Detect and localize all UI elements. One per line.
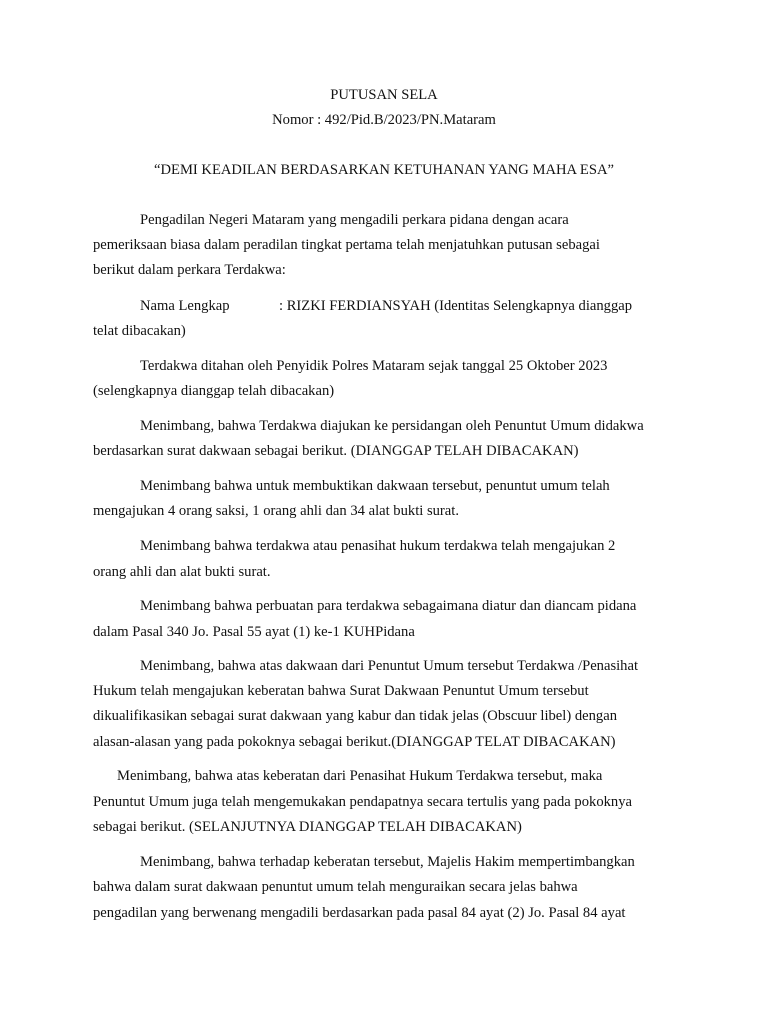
paragraph-line: dikualifikasikan sebagai surat dakwaan yang kabur dan tidak jelas (Obscuur libel) dengan [93, 708, 617, 724]
paragraph-line: Penuntut Umum juga telah mengemukakan pendapatnya secara tertulis yang pada pokoknya [93, 794, 632, 810]
identity-label: Nama Lengkap [140, 298, 230, 314]
paragraph-line: alasan-alasan yang pada pokoknya sebagai berikut.(DIANGGAP TELAT DIBACAKAN) [93, 734, 616, 750]
paragraph-line: Menimbang bahwa terdakwa atau penasihat hukum terdakwa telah mengajukan 2 [140, 538, 616, 554]
paragraph-line: Hukum telah mengajukan keberatan bahwa Surat Dakwaan Penuntut Umum tersebut [93, 683, 589, 699]
paragraph-line: berdasarkan surat dakwaan sebagai berikut. (DIANGGAP TELAH DIBACAKAN) [93, 443, 579, 459]
paragraph-line: Menimbang, bahwa atas keberatan dari Penasihat Hukum Terdakwa tersebut, maka [117, 768, 603, 784]
document-title: PUTUSAN SELA [330, 87, 438, 103]
paragraph-line: Terdakwa ditahan oleh Penyidik Polres Mataram sejak tanggal 25 Oktober 2023 [140, 358, 608, 374]
paragraph-line: mengajukan 4 orang saksi, 1 orang ahli dan 34 alat bukti surat. [93, 503, 459, 519]
paragraph-line: dalam Pasal 340 Jo. Pasal 55 ayat (1) ke-1 KUHPidana [93, 624, 415, 640]
paragraph-line: sebagai berikut. (SELANJUTNYA DIANGGAP TELAH DIBACAKAN) [93, 819, 522, 835]
paragraph-line: Menimbang bahwa perbuatan para terdakwa sebagaimana diatur dan diancam pidana [140, 598, 637, 614]
paragraph-line: telat dibacakan) [93, 323, 186, 339]
paragraph-line: pemeriksaan biasa dalam peradilan tingkat pertama telah menjatuhkan putusan sebagai [93, 237, 600, 253]
case-number: Nomor : 492/Pid.B/2023/PN.Mataram [272, 112, 496, 128]
paragraph-line: pengadilan yang berwenang mengadili berdasarkan pada pasal 84 ayat (2) Jo. Pasal 84 ayat [93, 905, 626, 921]
paragraph-line: Menimbang, bahwa Terdakwa diajukan ke persidangan oleh Penuntut Umum didakwa [140, 418, 644, 434]
paragraph-line: bahwa dalam surat dakwaan penuntut umum telah menguraikan secara jelas bahwa [93, 879, 578, 895]
court-motto: “DEMI KEADILAN BERDASARKAN KETUHANAN YANG MAHA ESA” [154, 162, 614, 178]
paragraph-line: Pengadilan Negeri Mataram yang mengadili perkara pidana dengan acara [140, 212, 569, 228]
paragraph-line: Menimbang, bahwa terhadap keberatan tersebut, Majelis Hakim mempertimbangkan [140, 854, 635, 870]
paragraph-line: Menimbang, bahwa atas dakwaan dari Penuntut Umum tersebut Terdakwa /Penasihat [140, 658, 639, 674]
paragraph-line: orang ahli dan alat bukti surat. [93, 564, 271, 580]
paragraph-line: (selengkapnya dianggap telah dibacakan) [93, 383, 335, 399]
identity-value: : RIZKI FERDIANSYAH (Identitas Selengkapnya dianggap [279, 298, 633, 314]
paragraph-line: berikut dalam perkara Terdakwa: [93, 262, 286, 278]
paragraph-line: Menimbang bahwa untuk membuktikan dakwaan tersebut, penuntut umum telah [140, 478, 610, 494]
